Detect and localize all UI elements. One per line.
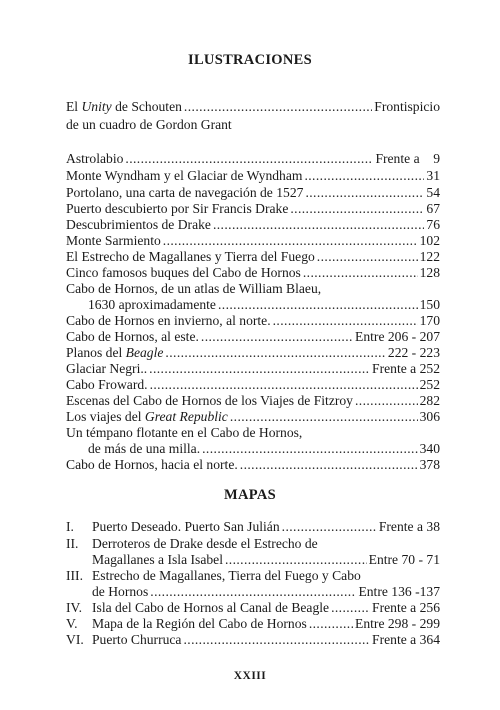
entry-page: 54 (426, 185, 440, 200)
illustrations-heading: ILUSTRACIONES (188, 52, 312, 68)
entry-text: Isla del Cabo de Hornos al Canal de Beagle (92, 600, 330, 615)
entry-page: 128 (419, 265, 440, 280)
entry-text: Astrolabio (66, 151, 124, 166)
entry-page: 306 (419, 409, 440, 424)
leader-dots (304, 167, 424, 185)
entry-text: Mapa de la Región del Cabo de Hornos (92, 616, 307, 631)
entry-page: 252 (419, 377, 440, 392)
leader-dots (125, 150, 373, 168)
entry-text: Monte Sarmiento (66, 233, 161, 248)
entry-text: Monte Wyndham y el Glaciar de Wyndham (66, 168, 303, 183)
entry-text: Cinco famosos buques del Cabo de Hornos (66, 265, 301, 280)
entry-page: Entre 298 - 299 (355, 616, 440, 631)
map-entry (66, 518, 440, 536)
entry-page: Frente a 364 (372, 632, 440, 647)
toc-entry-frontispiece-line2: de un cuadro de Gordon Grant (66, 117, 232, 132)
entry-text: Cabo de Hornos en invierno, al norte. (66, 313, 271, 328)
toc-entry: Cabo de Hornos, de un atlas de William Blaeu, (66, 281, 322, 296)
entry-page: Frontispicio (374, 99, 440, 114)
entry-text: Portolano, una carta de navegación de 1527 (66, 185, 304, 200)
entry-text: Estrecho de Magallanes, Tierra del Fuego y Cabo (92, 568, 361, 583)
toc-entry: Planos del Beagle ..... 222 - 223 (66, 344, 440, 362)
entry-text: Derroteros de Drake desde el Estrecho de (92, 536, 318, 551)
leader-dots (183, 631, 370, 649)
entry-page: 282 (419, 393, 440, 408)
entry-page: 76 (426, 217, 440, 232)
toc-entry (66, 456, 440, 474)
toc-entry: Un témpano flotante en el Cabo de Hornos, (66, 425, 303, 440)
map-number: I. (66, 519, 74, 534)
maps-heading: MAPAS (224, 487, 276, 503)
entry-text: Cabo de Hornos, al este. (66, 329, 199, 344)
entry-text: 1630 aproximadamente (88, 297, 216, 312)
leader-dots (184, 98, 372, 116)
map-number: III. (66, 568, 83, 583)
entry-text: Puerto Deseado. Puerto San Julián (92, 519, 280, 534)
entry-page: Frente a 256 (372, 600, 440, 615)
entry-page: 150 (419, 297, 440, 312)
entry-page: 222 - 223 (387, 345, 440, 360)
entry-text: Cabo Froward. (66, 377, 148, 392)
page-folio: XXIII (233, 670, 267, 682)
entry-text: Escenas del Cabo de Hornos de los Viajes de Fitzroy (66, 393, 353, 408)
entry-page: Entre 70 - 71 (368, 552, 440, 567)
entry-page: Entre 206 - 207 (355, 329, 440, 344)
toc-entry (66, 150, 440, 168)
map-number: VI. (66, 632, 84, 647)
entry-page: Frente a 9 (375, 151, 440, 166)
entry-italic: Beagle (125, 345, 164, 360)
entry-text: Descubrimientos de Drake (66, 217, 211, 232)
frontis-post: de Schouten (111, 99, 182, 114)
frontis-italic: Unity (81, 99, 112, 114)
entry-text: de Hornos (92, 584, 149, 599)
map-entry (66, 631, 440, 649)
entry-page: 122 (419, 249, 440, 264)
entry-page: 31 (426, 168, 440, 183)
map-number: II. (66, 536, 79, 551)
entry-page: Frente a 38 (378, 519, 440, 534)
entry-page: Entre 136 -137 (358, 584, 440, 599)
leader-dots (282, 518, 377, 536)
leader-dots (240, 456, 418, 474)
entry-text: Puerto Churruca (92, 632, 182, 647)
entry-page: Frente a 252 (372, 361, 440, 376)
frontis-pre: El (66, 99, 82, 114)
entry-italic: Great Republic (144, 409, 228, 424)
toc-entry: Los viajes del Great Republic ..... 306 (66, 408, 440, 426)
entry-text: Glaciar Negri.. (66, 361, 148, 376)
entry-text: Magallanes a Isla Isabel (92, 552, 223, 567)
entry-text: de más de una milla. (88, 441, 201, 456)
entry-page: 340 (419, 441, 440, 456)
map-number: IV. (66, 600, 82, 615)
entry-page: 170 (419, 313, 440, 328)
entry-text: El Estrecho de Magallanes y Tierra del Fuego (66, 249, 315, 264)
entry-page: 102 (419, 233, 440, 248)
entry-page: 378 (419, 457, 440, 472)
toc-entry-frontispiece (66, 98, 440, 116)
map-number: V. (66, 616, 78, 631)
toc-entry (66, 167, 440, 185)
entry-text: Puerto descubierto por Sir Francis Drake (66, 201, 289, 216)
entry-page: 67 (426, 201, 440, 216)
entry-text: Cabo de Hornos, hacia el norte. (66, 457, 238, 472)
